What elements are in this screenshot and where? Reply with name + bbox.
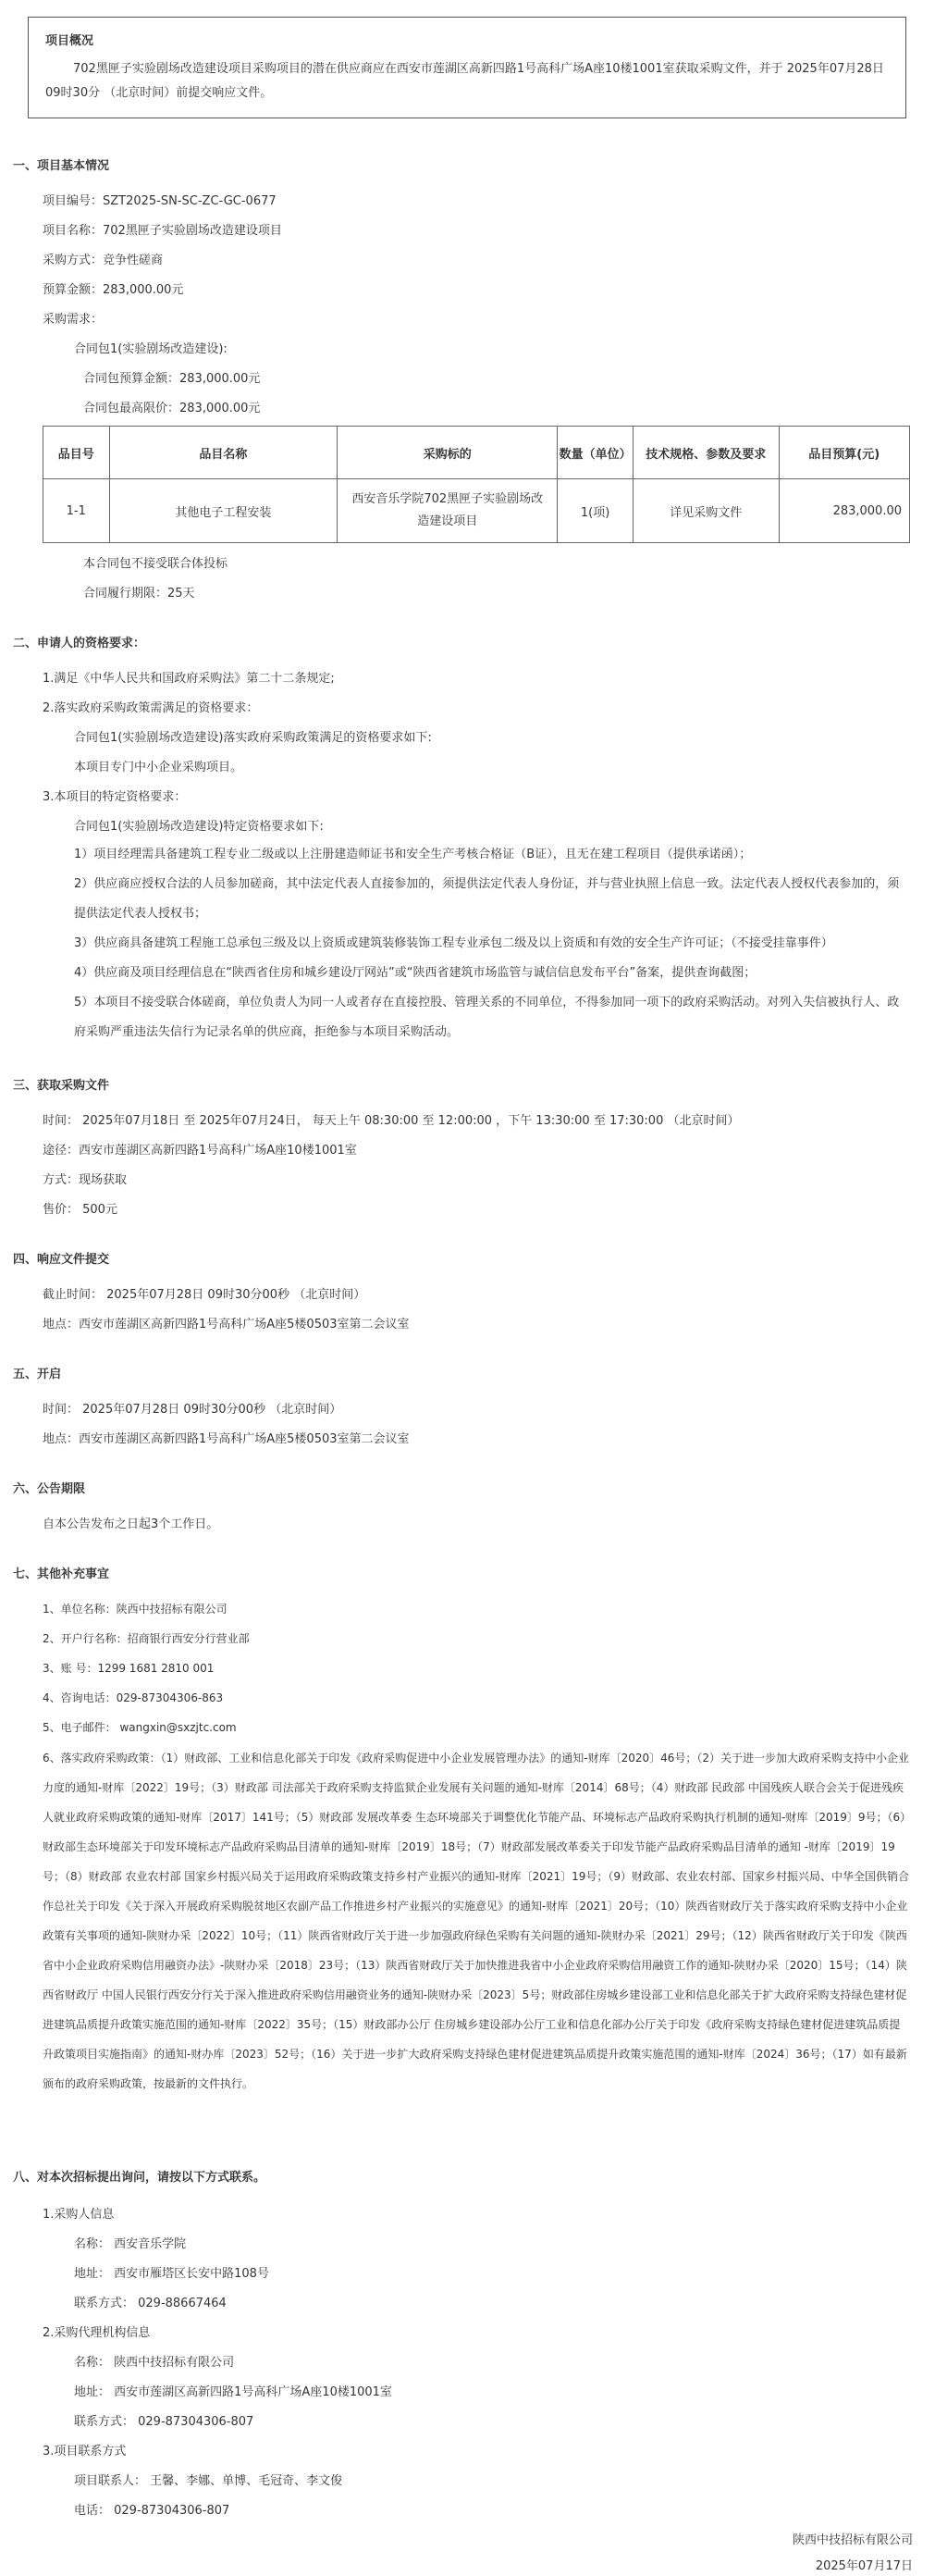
table-cell: 其他电子工程安装 [109, 479, 338, 543]
agency-name: 名称： 陕西中技招标有限公司 [74, 2356, 235, 2370]
supplement-email: 5、电子邮件： wangxin@sxzjtc.com [43, 1721, 237, 1734]
purchaser-name: 名称： 西安音乐学院 [74, 2237, 187, 2251]
qualification-2b: 本项目专门中小企业采购项目。 [74, 761, 243, 774]
supplement-bank: 2、开户行名称：招商银行西安分行营业部 [43, 1632, 250, 1645]
qualification-3a: 合同包1(实验剧场改造建设)特定资格要求如下: [74, 820, 324, 834]
section-1-heading: 一、项目基本情况 [13, 159, 110, 173]
package-max-price: 合同包最高限价：283,000.00元 [83, 402, 261, 415]
no-consortium-note: 本合同包不接受联合体投标 [83, 557, 228, 571]
section-7-heading: 七、其他补充事宜 [13, 1567, 110, 1581]
project-number: 项目编号：SZT2025-SN-SC-ZC-GC-0677 [43, 194, 277, 208]
summary-text: 702黑匣子实验剧场改造建设项目采购项目的潜在供应商应在西安市莲湖区高新四路1号高科广场A座10楼1001室获取采购文件，并于 2025年07月28日 09时30分 （北京时间）前提交响应文件。 [45, 62, 884, 100]
section-2-heading: 二、申请人的资格要求： [13, 637, 146, 650]
table-cell: 1-1 [43, 479, 110, 543]
section-5-heading: 五、开启 [13, 1368, 62, 1381]
project-contact-persons: 项目联系人： 王馨、李娜、单博、毛冠奇、李文俊 [74, 2474, 343, 2488]
project-summary-box [28, 17, 906, 118]
submission-location: 地点：西安市莲湖区高新四路1号高科广场A座5楼0503室第二会议室 [43, 1318, 410, 1331]
purchaser-address: 地址： 西安市雁塔区长安中路108号 [74, 2267, 269, 2281]
budget-amount: 预算金额：283,000.00元 [43, 283, 184, 297]
requirement-item-5: 5）本项目不接受联合体磋商，单位负责人为同一人或者存在直接控股、管理关系的不同单位，不得参加同一项下的政府采购活动。对列入失信被执行人、政府采购严重违法失信行为记录名单的供应商，拒绝参与本项目采购活动。 [74, 996, 900, 1039]
requirement-item-4: 4）供应商及项目经理信息在“陕西省住房和城乡建设厅网站”或“陕西省建筑市场监管与诚信信息发布平台”备案，提供查询截图； [74, 966, 757, 980]
opening-time: 时间： 2025年07月28日 09时30分00秒 （北京时间） [43, 1403, 342, 1417]
requirement-item-3: 3）供应商具备建筑工程施工总承包三级及以上资质或建筑装修装饰工程专业承包二级及以上资质和有效的安全生产许可证；（不接受挂靠事件） [74, 936, 833, 950]
table-header: 品目预算(元) [779, 427, 910, 479]
package-title: 合同包1(实验剧场改造建设): [74, 342, 228, 356]
contract-period: 合同履行期限：25天 [83, 587, 195, 601]
signature-date: 2025年07月17日 [815, 2559, 913, 2573]
qualification-2: 2.落实政府采购政策需满足的资格要求： [43, 701, 259, 715]
section-8-heading: 八、对本次招标提出询问，请按以下方式联系。 [13, 2171, 266, 2185]
table-cell: 西安音乐学院702黑匣子实验剧场改造建设项目 [338, 479, 558, 543]
table-cell: 283,000.00 [779, 479, 910, 543]
qualification-2a: 合同包1(实验剧场改造建设)落实政府采购政策满足的资格要求如下: [74, 731, 432, 745]
table-header: 品目号 [43, 427, 110, 479]
requirement-item-1: 1）项目经理需具备建筑工程专业二级或以上注册建造师证书和安全生产考核合格证（B证），且无在建工程项目（提供承诺函）； [74, 848, 752, 861]
policy-paragraph: 6、落实政府采购政策：（1）财政部、工业和信息化部关于印发《政府采购促进中小企业发展管理办法》的通知-财库〔2020〕46号；（2）关于进一步加大政府采购支持中小企业力度的通知-财库〔2022〕19号；（3）财政部 司法部关于政府采购支持监狱企业发展有关问题的通知-财库〔2014〕68号；（4）财政部 民政部 中国残疾人联合会关于促进残疾人就业政府采购政策的通知-财库〔2017〕141号；（5）财政部 发展改革委 生态环境部关于调整优化节能产品、环境标志产品政府采购执行机制的通知-财库〔2019〕9号；（6）财政部生态环境部关于印发环境标志产品政府采购品目清单的通知-财库〔2019〕18号；（7）财政部发展改革委关于印发节能产品政府采购品目清单的通知 -财库〔2019〕19号；（8）财政部 农业农村部 国家乡村振兴局关于运用政府采购政策支持乡村产业振兴的通知-财库〔2021〕19号；（9）财政部、农业农村部、国家乡村振兴局、中华全国供销合作总社关于印发《关于深入开展政府采购脱贫地区农副产品工作推进乡村产业振兴的实施意见》的通知-财库〔2021〕20号；（10）陕西省财政厅关于落实政府采购支持中小企业政策有关事项的通知-陕财办采〔2022〕10号；（11）陕西省财政厅关于进一步加强政府绿色采购有关问题的通知-陕财办采〔2021〕29号；（12）陕西省财政厅关于印发《陕西省中小企业政府采购信用融资办法》-陕财办采〔2018〕23号；（13）陕西省财政厅关于加快推进我省中小企业政府采购信用融资工作的通知-陕财办采〔2020〕15号；（14）陕西省财政厅 中国人民银行西安分行关于深入推进政府采购信用融资业务的通知-陕财办采〔2023〕5号；财政部住房城乡建设部工业和信息化部关于扩大政府采购支持绿色建材促进建筑品质提升政策实施范围的通知-财库〔2022〕35号；（15）财政部办公厅 住房城乡建设部办公厅工业和信息化部办公厅关于印发《政府采购支持绿色建材促进建筑品质提升政策项目实施指南》的通知-财办库〔2023〕52号；（16）关于进一步扩大政府采购支持绿色建材促进建筑品质提升政策实施范围的通知-财库〔2024〕36号；（17）如有最新颁布的政府采购政策，按最新的文件执行。 [43, 1752, 910, 2090]
project-contact-phone: 电话： 029-87304306-807 [74, 2504, 230, 2518]
submission-deadline: 截止时间： 2025年07月28日 09时30分00秒 （北京时间） [43, 1288, 366, 1302]
table-cell: 详见采购文件 [633, 479, 779, 543]
section-3-heading: 三、获取采购文件 [13, 1079, 110, 1093]
package-budget: 合同包预算金额：283,000.00元 [83, 372, 261, 386]
agency-address: 地址： 西安市莲湖区高新四路1号高科广场A座10楼1001室 [74, 2385, 392, 2399]
section-4-heading: 四、响应文件提交 [13, 1253, 110, 1267]
purchaser-info-title: 1.采购人信息 [43, 2208, 115, 2222]
table-header: 技术规格、参数及要求 [633, 427, 779, 479]
qualification-1: 1.满足《中华人民共和国政府采购法》第二十二条规定; [43, 672, 335, 686]
procurement-needs-label: 采购需求： [43, 313, 104, 327]
requirement-item-2: 2）供应商应授权合法的人员参加磋商，其中法定代表人直接参加的，须提供法定代表人身份证，并与营业执照上信息一致。法定代表人授权代表参加的，须提供法定代表人授权书； [74, 877, 900, 921]
supplement-account: 3、账 号：1299 1681 2810 001 [43, 1662, 215, 1675]
signature-org: 陕西中技招标有限公司 [792, 2533, 913, 2547]
summary-title: 项目概况 [45, 34, 94, 48]
agency-contact: 联系方式： 029-87304306-807 [74, 2415, 254, 2429]
table-cell: 1(项) [558, 479, 634, 543]
purchaser-contact: 联系方式： 029-88667464 [74, 2297, 227, 2310]
section-6-heading: 六、公告期限 [13, 1482, 86, 1496]
notice-period: 自本公告发布之日起3个工作日。 [43, 1517, 219, 1531]
table-header: 品目名称 [109, 427, 338, 479]
table-header: 采购标的 [338, 427, 558, 479]
obtain-time: 时间： 2025年07月18日 至 2025年07月24日， 每天上午 08:30:00 至 12:00:00 ，下午 13:30:00 至 17:30:00 （北京时间） [43, 1114, 740, 1128]
table-header-row [43, 427, 910, 479]
table-row [43, 479, 910, 543]
opening-location: 地点：西安市莲湖区高新四路1号高科广场A座5楼0503室第二会议室 [43, 1432, 410, 1446]
supplement-unit-name: 1、单位名称：陕西中技招标有限公司 [43, 1603, 228, 1616]
document-price: 售价： 500元 [43, 1203, 117, 1217]
project-name: 项目名称：702黑匣子实验剧场改造建设项目 [43, 224, 282, 238]
procurement-method: 采购方式：竞争性磋商 [43, 254, 164, 267]
package-table [43, 426, 910, 543]
project-contact-title: 3.项目联系方式 [43, 2445, 127, 2458]
qualification-3: 3.本项目的特定资格要求： [43, 790, 187, 804]
obtain-method: 方式：现场获取 [43, 1173, 128, 1187]
obtain-channel: 途径：西安市莲湖区高新四路1号高科广场A座10楼1001室 [43, 1144, 357, 1158]
table-header: 数量（单位） [558, 427, 634, 479]
supplement-phone: 4、咨询电话：029-87304306-863 [43, 1691, 224, 1704]
agency-info-title: 2.采购代理机构信息 [43, 2326, 151, 2340]
